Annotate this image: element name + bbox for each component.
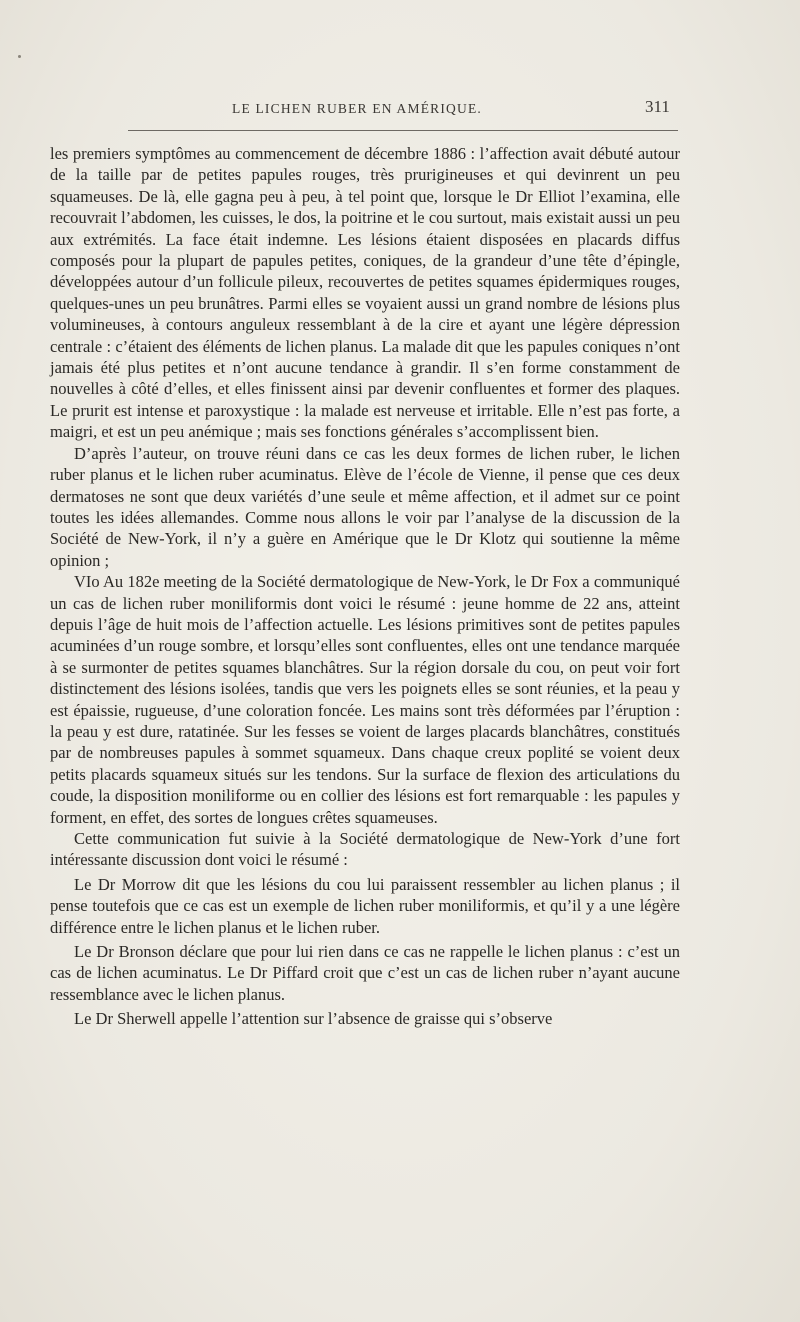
paragraph-section-vi: VIo Au 182e meeting de la Société dermatologique de New-York, le Dr Fox a communiqué un cas de lichen ruber moniliformis dont voici le résumé : jeune homme de 22 ans, atteint depuis l’âge de huit mois de l’affection actuelle. Les lésions primitives sont de petites papules acuminées d’un rouge sombre, et lorsqu’elles sont confluentes, elles ont une tendance marquée à se surmonter de petites squames blanchâtres. Sur la région dorsale du cou, on peut voir fort distinctement des lésions isolées, tandis que vers les poignets elles se sont réunies, et la peau y est épaissie, rugueuse, d’une coloration foncée. Les mains sont très déformées par l’éruption : la peau y est dure, ratatinée. Sur les fesses se voient de larges placards blanchâtres, constitués par de nombreuses papules à sommet squameux. Dans chaque creux poplité se voient deux petits placards squameux situés sur les tendons. Sur la surface de flexion des articulations du coude, la disposition moniliforme ou en collier des lésions est fort remarquable : les papules y forment, en effet, des sortes de longues crêtes squameuses. xyxy=(50,572,680,827)
header-rule xyxy=(128,130,678,131)
paragraph-sherwell: Le Dr Sherwell appelle l’attention sur l’absence de graisse qui s’observe xyxy=(74,1009,553,1029)
paragraph-discussion-intro: Cette communication fut suivie à la Société dermatologique de New-York d’une fort intéressante discussion dont voici le résumé : xyxy=(50,829,680,870)
running-title: LE LICHEN RUBER EN AMÉRIQUE. xyxy=(232,101,482,116)
paragraph-bronson: Le Dr Bronson déclare que pour lui rien dans ce cas ne rappelle le lichen planus : c’est un cas de lichen acuminatus. Le Dr Piffard croit que c’est un cas de lichen ruber n’ayant aucune ressemblance avec le lichen planus. xyxy=(50,942,680,1004)
paragraph-author-opinion: D’après l’auteur, on trouve réuni dans ce cas les deux formes de lichen ruber, le lichen ruber planus et le lichen ruber acuminatus. Elève de l’école de Vienne, il pense que ces deux dermatoses ne sont que deux variétés d’une seule et même affection, et il admet sur ce point toutes les idées allemandes. Comme nous allons le voir par l’analyse de la discussion de la Société de New-York, il n’y a guère en Amérique que le Dr Klotz qui soutienne la même opinion ; xyxy=(50,443,680,570)
paragraph-continued: les premiers symptômes au commencement de décembre 1886 : l’affection avait débuté autour de la taille par de petites papules rouges, très prurigineuses et qui devinrent un peu squameuses. De là, elle gagna peu à peu, à tel point que, lorsque le Dr Elliot l’examina, elle recouvrait l’abdomen, les cuisses, le dos, la poitrine et le cou surtout, mais existait aussi un peu aux extrémités. La face était indemne. Les lésions étaient disposées en placards diffus composés pour la plupart de papules petites, coniques, de la grandeur d’une tête d’épingle, développées autour d’un follicule pileux, recouvertes de petites squames épidermiques rouges, quelques-unes un peu brunâtres. Parmi elles se voyaient aussi un grand nombre de lésions plus volumineuses, à contours anguleux ressemblant à de la cire et ayant une légère dépression centrale : c’étaient des éléments de lichen planus. La malade dit que les papules coniques n’ont jamais été plus petites et n’ont aucune tendance à grandir. Il s’en forme constamment de nouvelles à côté d’elles, et elles finissent ainsi par devenir confluentes et former des plaques. Le prurit est intense et paroxystique : la malade est nerveuse et irritable. Elle n’est pas forte, a maigri, et est un peu anémique ; mais ses fonctions générales s’accomplissent bien. xyxy=(50,144,680,442)
paper-speck xyxy=(18,55,21,58)
paragraph-morrow: Le Dr Morrow dit que les lésions du cou lui paraissent ressembler au lichen planus ; il pense toutefois que ce cas est un exemple de lichen ruber moniliformis, et qu’il y a une légère différence entre le lichen planus et le lichen ruber. xyxy=(50,874,680,937)
page-number: 311 xyxy=(645,97,670,116)
body-text xyxy=(50,143,680,1030)
